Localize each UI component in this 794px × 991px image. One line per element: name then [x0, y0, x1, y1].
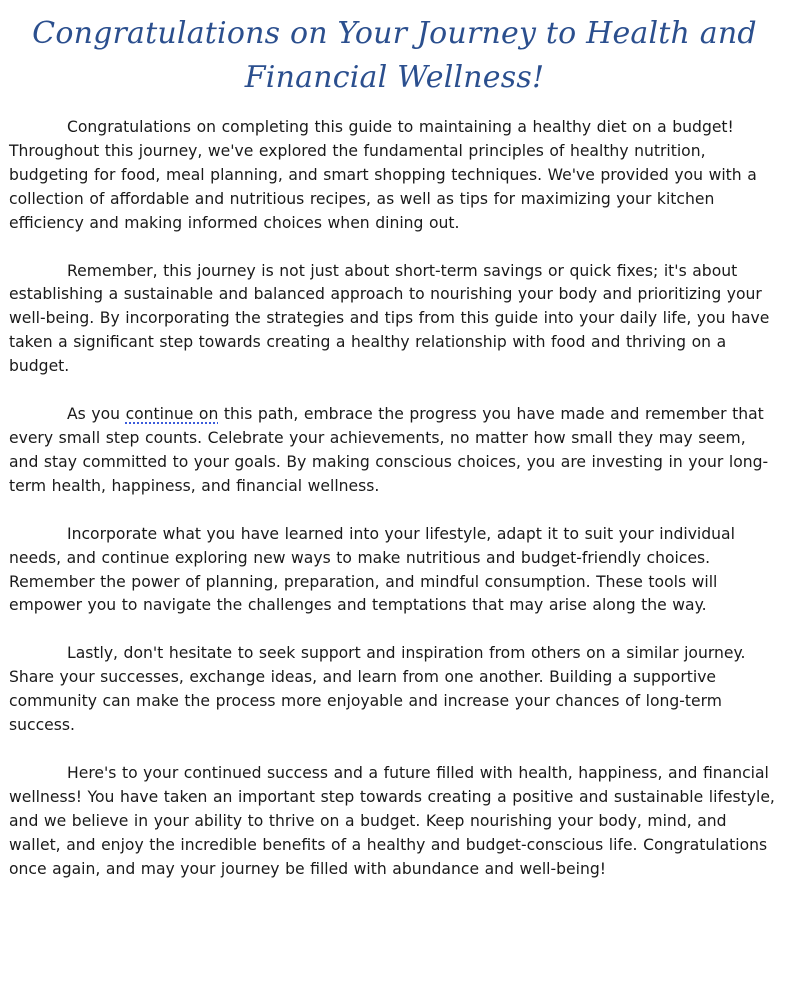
paragraph-support: Lastly, don't hesitate to seek support and inspiration from others on a similar journey. Share your successes, exchange ideas, and learn from one another. Building a supportive community can make the process more enjoyable and increase your chances of long-term success.: [9, 644, 746, 735]
paragraph-text-after-flag: this path, embrace the progress you have made and remember that every small step counts. Celebrate your achievements, no matter how small they may seem, and stay committed to your goals. By making conscious choices, you are investing in your long-term health, happiness, and financial wellness.: [9, 405, 769, 495]
document-body: [9, 116, 780, 881]
paragraph-completion: Congratulations on completing this guide to maintaining a healthy diet on a budget! Throughout this journey, we've explored the fundamental principles of healthy nutrition, budgeting for food, meal planning, and smart shopping techniques. We've provided you with a collection of affordable and nutritious recipes, as well as tips for maximizing your kitchen efficiency and making informed choices when dining out.: [9, 118, 757, 232]
paragraph-incorporate: Incorporate what you have learned into your lifestyle, adapt it to suit your individual needs, and continue exploring new ways to make nutritious and budget-friendly choices. Remember the power of planning, preparation, and mindful consumption. These tools will empower you to navigate the challenges and temptations that may arise along the way.: [9, 524, 735, 615]
paragraph-continue-path: [9, 403, 780, 499]
paragraph-sustainable-approach: Remember, this journey is not just about short-term savings or quick fixes; it's about establishing a sustainable and balanced approach to nourishing your body and prioritizing your well-being. By incorporating the strategies and tips from this guide into your daily life, you have taken a significant step towards creating a healthy relationship with food and thriving on a budget.: [9, 261, 770, 376]
document-title: Congratulations on Your Journey to Health and Financial Wellness!: [32, 16, 757, 95]
paragraph-closing: Here's to your continued success and a future filled with health, happiness, and financial wellness! You have taken an important step towards creating a positive and sustainable lifestyle, and we believe in your ability to thrive on a budget. Keep nourishing your body, mind, and wallet, and enjoy the incredible benefits of a healthy and budget-conscious life. Congratulations once again, and may your journey be filled with abundance and well-being!: [9, 763, 775, 878]
paragraph-text-before-flag: As you: [67, 405, 126, 424]
grammar-flagged-phrase[interactable]: continue on: [125, 405, 219, 424]
